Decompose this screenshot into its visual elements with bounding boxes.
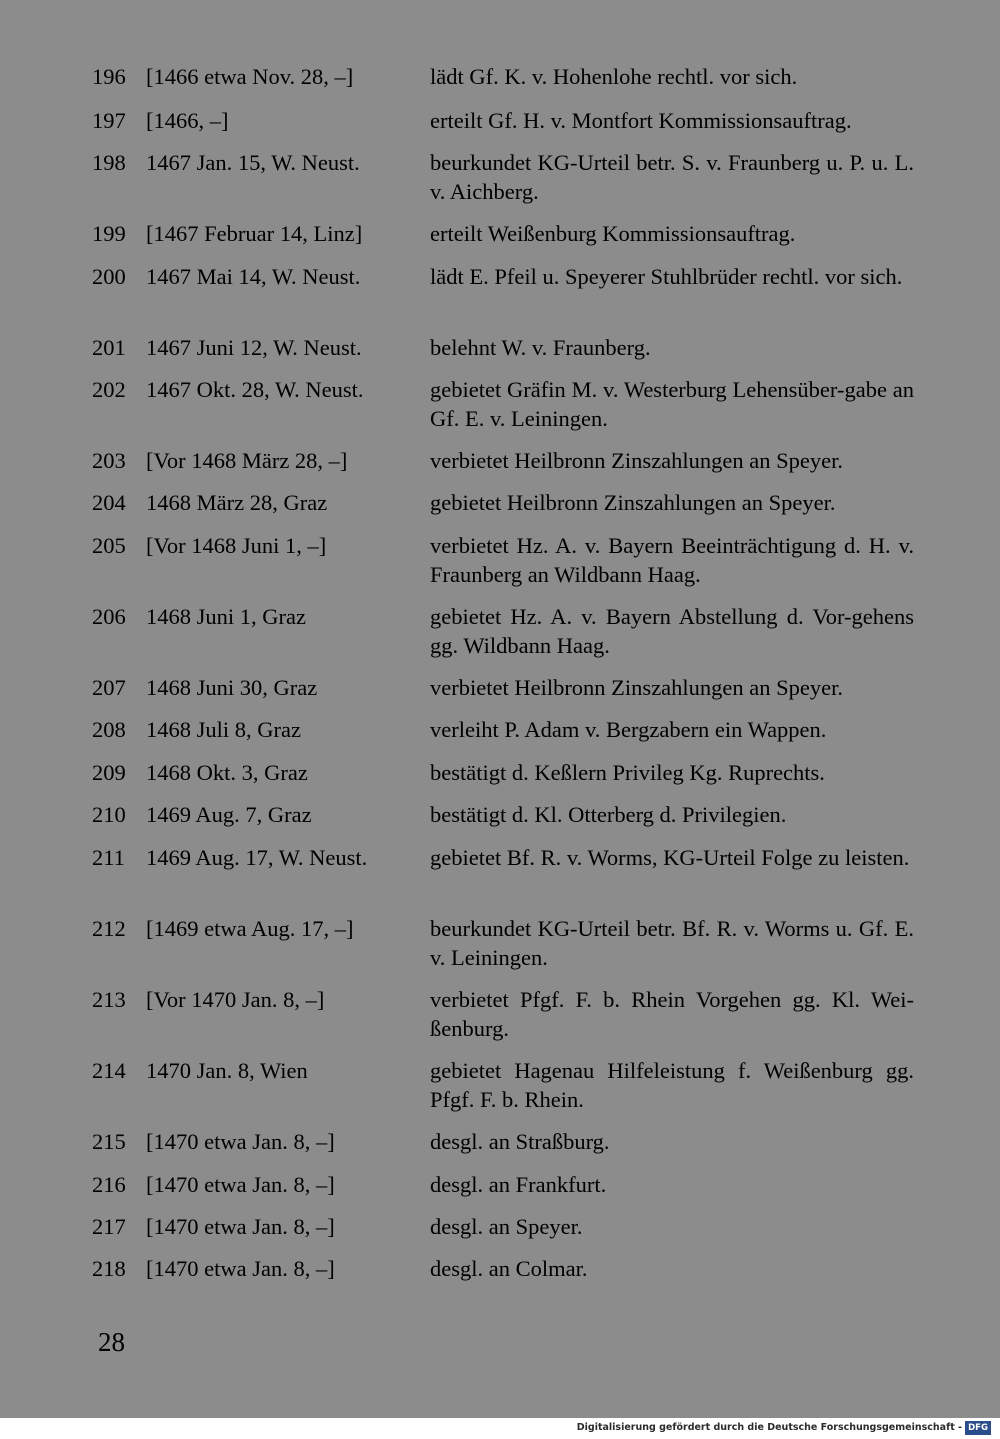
- dfg-logo-icon: DFG: [965, 1421, 991, 1435]
- entry-date: 1467 Jan. 15, W. Neust.: [146, 150, 360, 175]
- entry-date: 1467 Mai 14, W. Neust.: [146, 264, 361, 289]
- entry-description: bestätigt d. Keßlern Privileg Kg. Ruprechts.: [430, 760, 825, 785]
- list-item: [0, 1254, 1000, 1314]
- entry-number: 208: [92, 717, 126, 742]
- entry-date: [1470 etwa Jan. 8, –]: [146, 1129, 335, 1154]
- entry-description: gebietet Hz. A. v. Bayern Abstellung d. Vor-gehens gg. Wildbann Haag.: [430, 604, 914, 658]
- entry-date: [1470 etwa Jan. 8, –]: [146, 1214, 335, 1239]
- entry-description: erteilt Weißenburg Kommissionsauftrag.: [430, 221, 796, 246]
- entry-description: desgl. an Speyer.: [430, 1214, 583, 1239]
- list-item: [0, 602, 1000, 662]
- entry-number: 212: [92, 916, 126, 941]
- entry-number: 204: [92, 490, 126, 515]
- entry-description: gebietet Gräfin M. v. Westerburg Lehensüber-gabe an Gf. E. v. Leiningen.: [430, 377, 914, 431]
- entry-description: desgl. an Straßburg.: [430, 1129, 610, 1154]
- entry-date: 1467 Juni 12, W. Neust.: [146, 335, 362, 360]
- entry-date: [1470 etwa Jan. 8, –]: [146, 1172, 335, 1197]
- entry-number: 210: [92, 802, 126, 827]
- entry-description: erteilt Gf. H. v. Montfort Kommissionsauftrag.: [430, 108, 852, 133]
- entry-description: desgl. an Frankfurt.: [430, 1172, 607, 1197]
- entry-description: bestätigt d. Kl. Otterberg d. Privilegien.: [430, 802, 787, 827]
- entry-number: 201: [92, 335, 126, 360]
- list-item: [0, 262, 1000, 322]
- entry-number: 214: [92, 1058, 126, 1083]
- entry-number: 209: [92, 760, 126, 785]
- entry-number: 218: [92, 1256, 126, 1281]
- entry-description: desgl. an Colmar.: [430, 1256, 588, 1281]
- entry-description: gebietet Hagenau Hilfeleistung f. Weißenburg gg. Pfgf. F. b. Rhein.: [430, 1058, 914, 1112]
- list-item: [0, 985, 1000, 1045]
- entry-description: verbietet Heilbronn Zinszahlungen an Speyer.: [430, 448, 843, 473]
- entry-description: verleiht P. Adam v. Bergzabern ein Wappen.: [430, 717, 827, 742]
- entry-number: 206: [92, 604, 126, 629]
- list-item: [0, 531, 1000, 591]
- entry-number: 202: [92, 377, 126, 402]
- entry-number: 196: [92, 64, 126, 89]
- entry-date: [Vor 1468 Juni 1, –]: [146, 533, 327, 558]
- list-item: [0, 914, 1000, 974]
- entry-description: gebietet Bf. R. v. Worms, KG-Urteil Folge zu leisten.: [430, 845, 910, 870]
- list-item: [0, 148, 1000, 208]
- entry-number: 213: [92, 987, 126, 1012]
- entry-number: 216: [92, 1172, 126, 1197]
- entry-description: lädt E. Pfeil u. Speyerer Stuhlbrüder rechtl. vor sich.: [430, 264, 903, 289]
- entry-description: lädt Gf. K. v. Hohenlohe rechtl. vor sich.: [430, 64, 798, 89]
- entry-number: 199: [92, 221, 126, 246]
- entry-number: 198: [92, 150, 126, 175]
- entry-description: verbietet Hz. A. v. Bayern Beeinträchtigung d. H. v. Fraunberg an Wildbann Haag.: [430, 533, 914, 587]
- entry-date: [1469 etwa Aug. 17, –]: [146, 916, 354, 941]
- entry-date: [1466 etwa Nov. 28, –]: [146, 64, 354, 89]
- entry-date: 1468 Juni 30, Graz: [146, 675, 318, 700]
- entry-date: 1469 Aug. 7, Graz: [146, 802, 312, 827]
- entry-number: 203: [92, 448, 126, 473]
- entry-description: gebietet Heilbronn Zinszahlungen an Speyer.: [430, 490, 836, 515]
- entry-number: 215: [92, 1129, 126, 1154]
- entry-date: 1469 Aug. 17, W. Neust.: [146, 845, 368, 870]
- entry-number: 207: [92, 675, 126, 700]
- page-number: 28: [98, 1327, 125, 1357]
- entry-number: 197: [92, 108, 126, 133]
- entry-date: [Vor 1470 Jan. 8, –]: [146, 987, 325, 1012]
- entry-date: 1468 Okt. 3, Graz: [146, 760, 308, 785]
- list-item: [0, 1056, 1000, 1116]
- entry-number: 205: [92, 533, 126, 558]
- entry-date: [1466, –]: [146, 108, 229, 133]
- digitization-credit: Digitalisierung gefördert durch die Deutsche Forschungsgemeinschaft -: [576, 1422, 962, 1433]
- entry-date: 1470 Jan. 8, Wien: [146, 1058, 308, 1083]
- entry-description: belehnt W. v. Fraunberg.: [430, 335, 651, 360]
- entry-date: [1470 etwa Jan. 8, –]: [146, 1256, 335, 1281]
- entry-number: 211: [92, 845, 125, 870]
- entry-number: 217: [92, 1214, 126, 1239]
- entry-date: 1468 Juli 8, Graz: [146, 717, 301, 742]
- list-item: [0, 843, 1000, 903]
- entry-description: beurkundet KG-Urteil betr. Bf. R. v. Worms u. Gf. E. v. Leiningen.: [430, 916, 914, 970]
- entry-date: [Vor 1468 März 28, –]: [146, 448, 348, 473]
- entry-description: beurkundet KG-Urteil betr. S. v. Fraunberg u. P. u. L. v. Aichberg.: [430, 150, 914, 204]
- list-item: [0, 375, 1000, 435]
- entry-date: 1467 Okt. 28, W. Neust.: [146, 377, 364, 402]
- entry-description: verbietet Pfgf. F. b. Rhein Vorgehen gg. Kl. Wei-ßenburg.: [430, 987, 914, 1041]
- entry-number: 200: [92, 264, 126, 289]
- entry-date: 1468 März 28, Graz: [146, 490, 328, 515]
- entry-date: [1467 Februar 14, Linz]: [146, 221, 363, 246]
- entry-date: 1468 Juni 1, Graz: [146, 604, 306, 629]
- footer-bar: [0, 1418, 1000, 1439]
- entry-description: verbietet Heilbronn Zinszahlungen an Speyer.: [430, 675, 843, 700]
